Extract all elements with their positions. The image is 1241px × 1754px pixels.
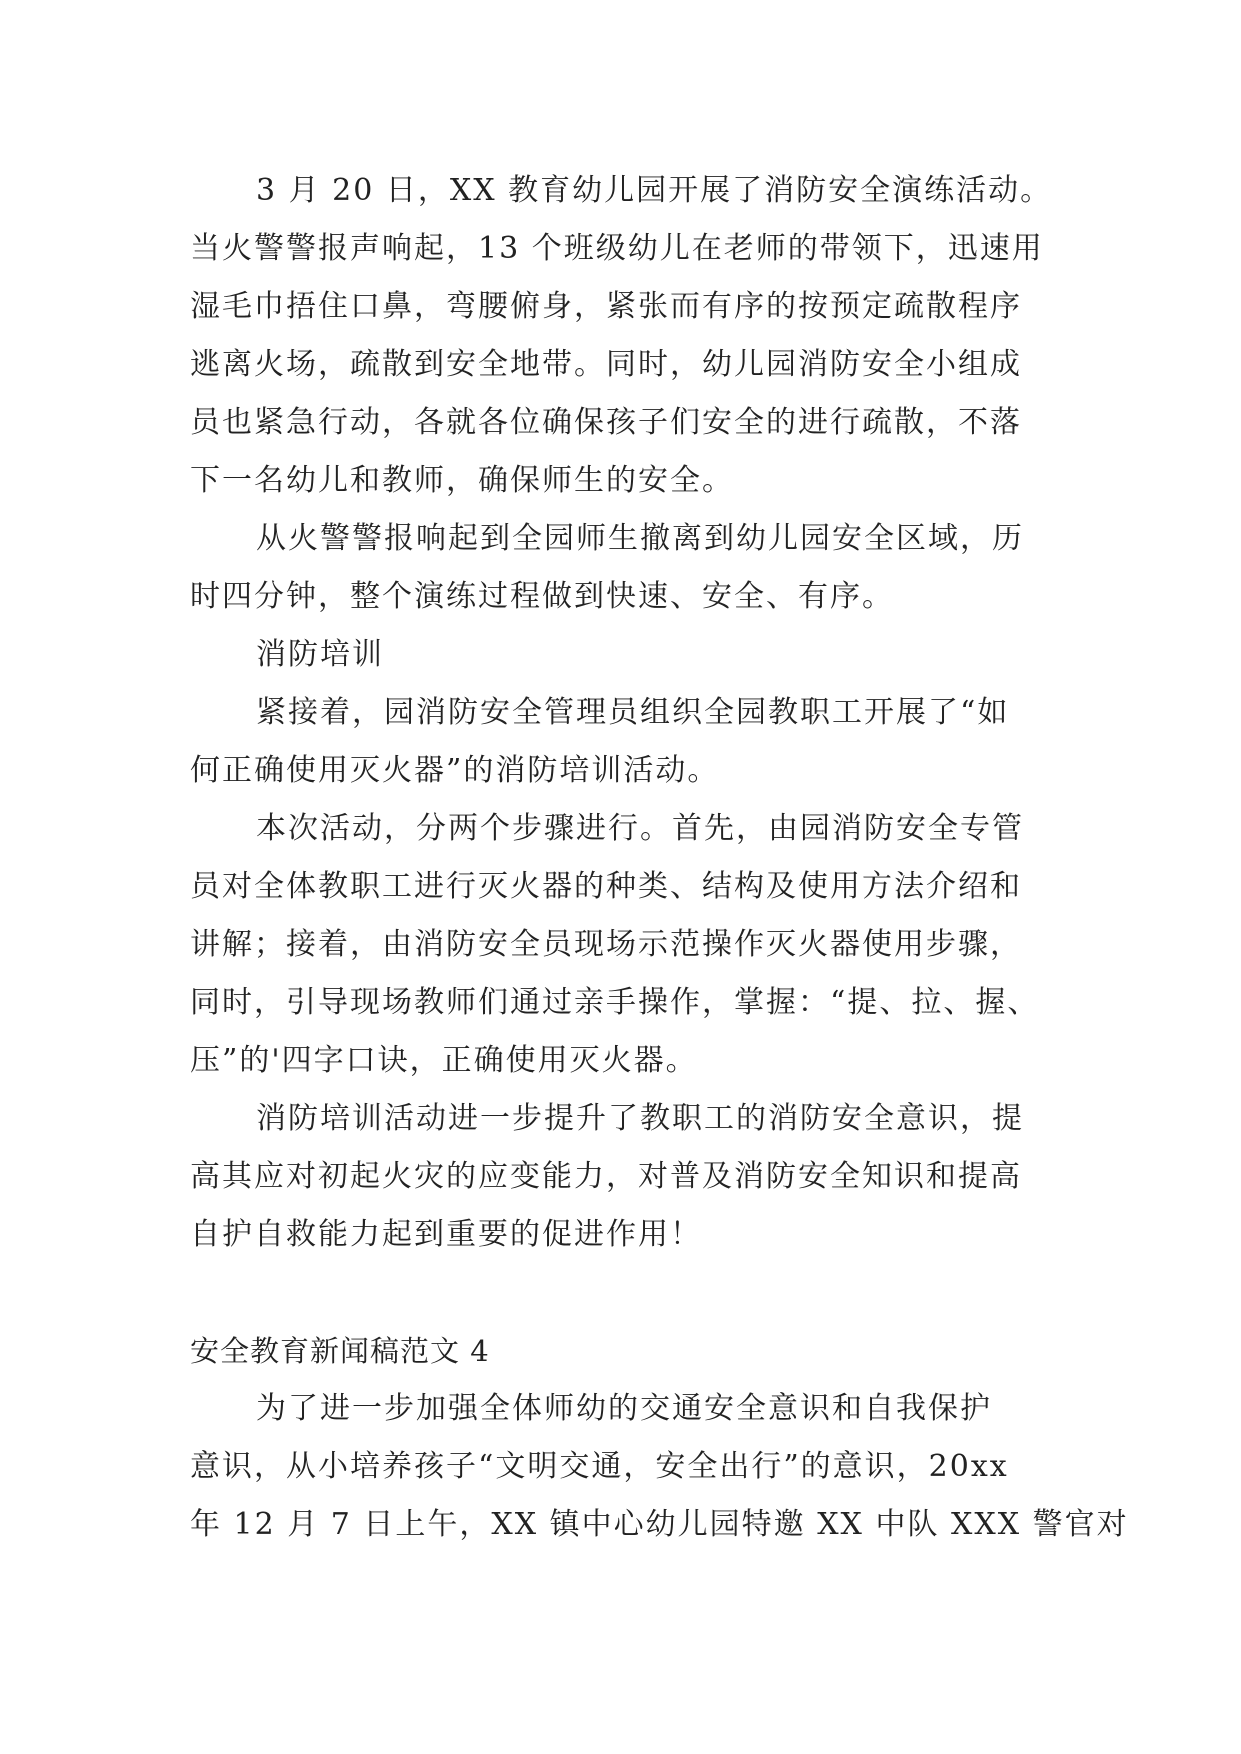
text-line: 消防培训: [256, 637, 384, 672]
paragraph-traffic-safety: [190, 1380, 1129, 1554]
paragraph-training-summary: [190, 1090, 1060, 1264]
text-line: 紧接着，园消防安全管理员组织全园教职工开展了“如: [256, 695, 1010, 730]
text-line: 压”的'四字口诀，正确使用灭火器。: [190, 1043, 698, 1078]
text-line: 意识，从小培养孩子“文明交通，安全出行”的意识，20xx: [190, 1449, 1009, 1484]
text-line: 时四分钟，整个演练过程做到快速、安全、有序。: [190, 579, 894, 614]
text-line: 高其应对初起火灾的应变能力，对普及消防安全知识和提高: [190, 1159, 1022, 1194]
text-line: 当火警警报声响起，13 个班级幼儿在老师的带领下，迅速用: [190, 231, 1044, 266]
section-heading: 安全教育新闻稿范文 4: [190, 1334, 490, 1368]
text-line: 员对全体教职工进行灭火器的种类、结构及使用方法介绍和: [190, 869, 1022, 904]
paragraph-drill-overview: [190, 162, 1060, 510]
document-page: [190, 162, 1129, 1554]
text-line: 员也紧急行动，各就各位确保孩子们安全的进行疏散，不落: [190, 405, 1022, 440]
text-line: 年 12 月 7 日上午，XX 镇中心幼儿园特邀 XX 中队 XXX 警官对: [190, 1507, 1129, 1542]
paragraph-training-intro: [190, 684, 1060, 800]
text-line: 3 月 20 日，XX 教育幼儿园开展了消防安全演练活动。: [256, 173, 1053, 208]
paragraph-training-steps: [190, 800, 1060, 1090]
text-line: 自护自救能力起到重要的促进作用！: [190, 1217, 702, 1252]
text-line: 本次活动，分两个步骤进行。首先，由园消防安全专管: [256, 811, 1024, 846]
text-line: 讲解；接着，由消防安全员现场示范操作灭火器使用步骤，: [190, 927, 1022, 962]
text-line: 下一名幼儿和教师，确保师生的安全。: [190, 463, 734, 498]
blank-spacer: [190, 1264, 1060, 1322]
text-line: 为了进一步加强全体师幼的交通安全意识和自我保护: [256, 1391, 992, 1426]
text-line: 从火警警报响起到全园师生撤离到幼儿园安全区域，历: [256, 521, 1024, 556]
text-line: 湿毛巾捂住口鼻，弯腰俯身，紧张而有序的按预定疏散程序: [190, 289, 1022, 324]
text-line: 何正确使用灭火器”的消防培训活动。: [190, 753, 720, 788]
paragraph-evacuation-time: [190, 510, 1060, 626]
text-line: 消防培训活动进一步提升了教职工的消防安全意识，提: [256, 1101, 1024, 1136]
subheading-fire-training: [190, 626, 1060, 684]
text-line: 逃离火场，疏散到安全地带。同时，幼儿园消防安全小组成: [190, 347, 1022, 382]
text-line: 同时，引导现场教师们通过亲手操作，掌握：“提、拉、握、: [190, 985, 1040, 1020]
